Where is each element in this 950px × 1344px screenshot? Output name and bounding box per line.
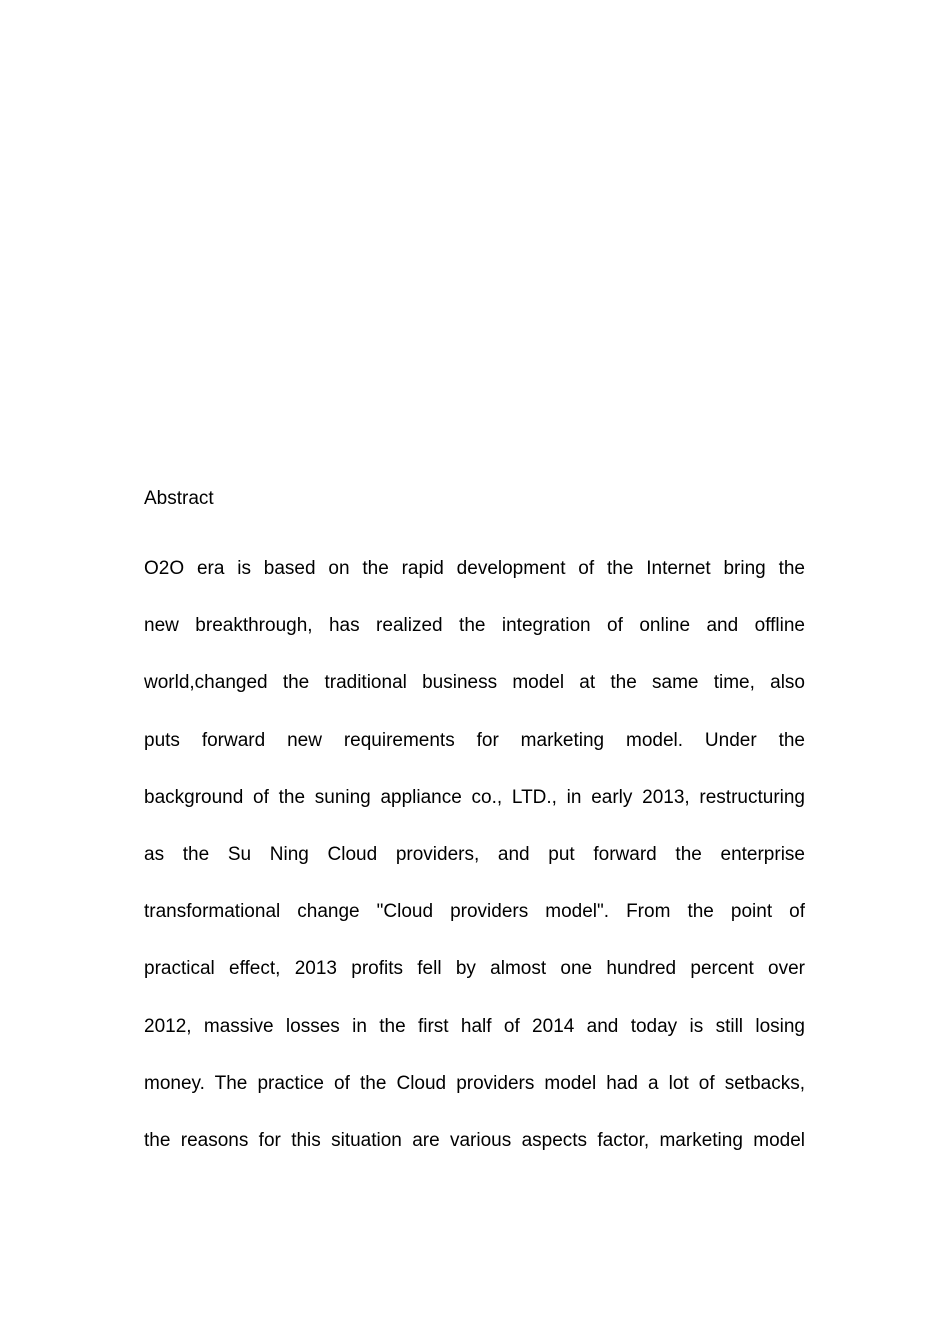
abstract-line: the reasons for this situation are various aspects factor, marketing model [144,1129,805,1151]
abstract-heading: Abstract [144,488,214,509]
abstract-line: puts forward new requirements for marketing model. Under the [144,729,805,751]
abstract-body [144,540,805,1169]
abstract-line: as the Su Ning Cloud providers, and put forward the enterprise [144,843,805,865]
abstract-line: new breakthrough, has realized the integration of online and offline [144,615,805,637]
abstract-line: money. The practice of the Cloud providers model had a lot of setbacks, [144,1072,805,1094]
abstract-line: world,changed the traditional business model at the same time, also [144,672,805,694]
abstract-line: background of the suning appliance co., LTD., in early 2013, restructuring [144,786,805,808]
abstract-line: O2O era is based on the rapid development of the Internet bring the [144,558,805,579]
abstract-line: practical effect, 2013 profits fell by almost one hundred percent over [144,958,805,980]
abstract-line: transformational change "Cloud providers model". From the point of [144,901,805,923]
abstract-line: 2012, massive losses in the first half of 2014 and today is still losing [144,1015,805,1037]
